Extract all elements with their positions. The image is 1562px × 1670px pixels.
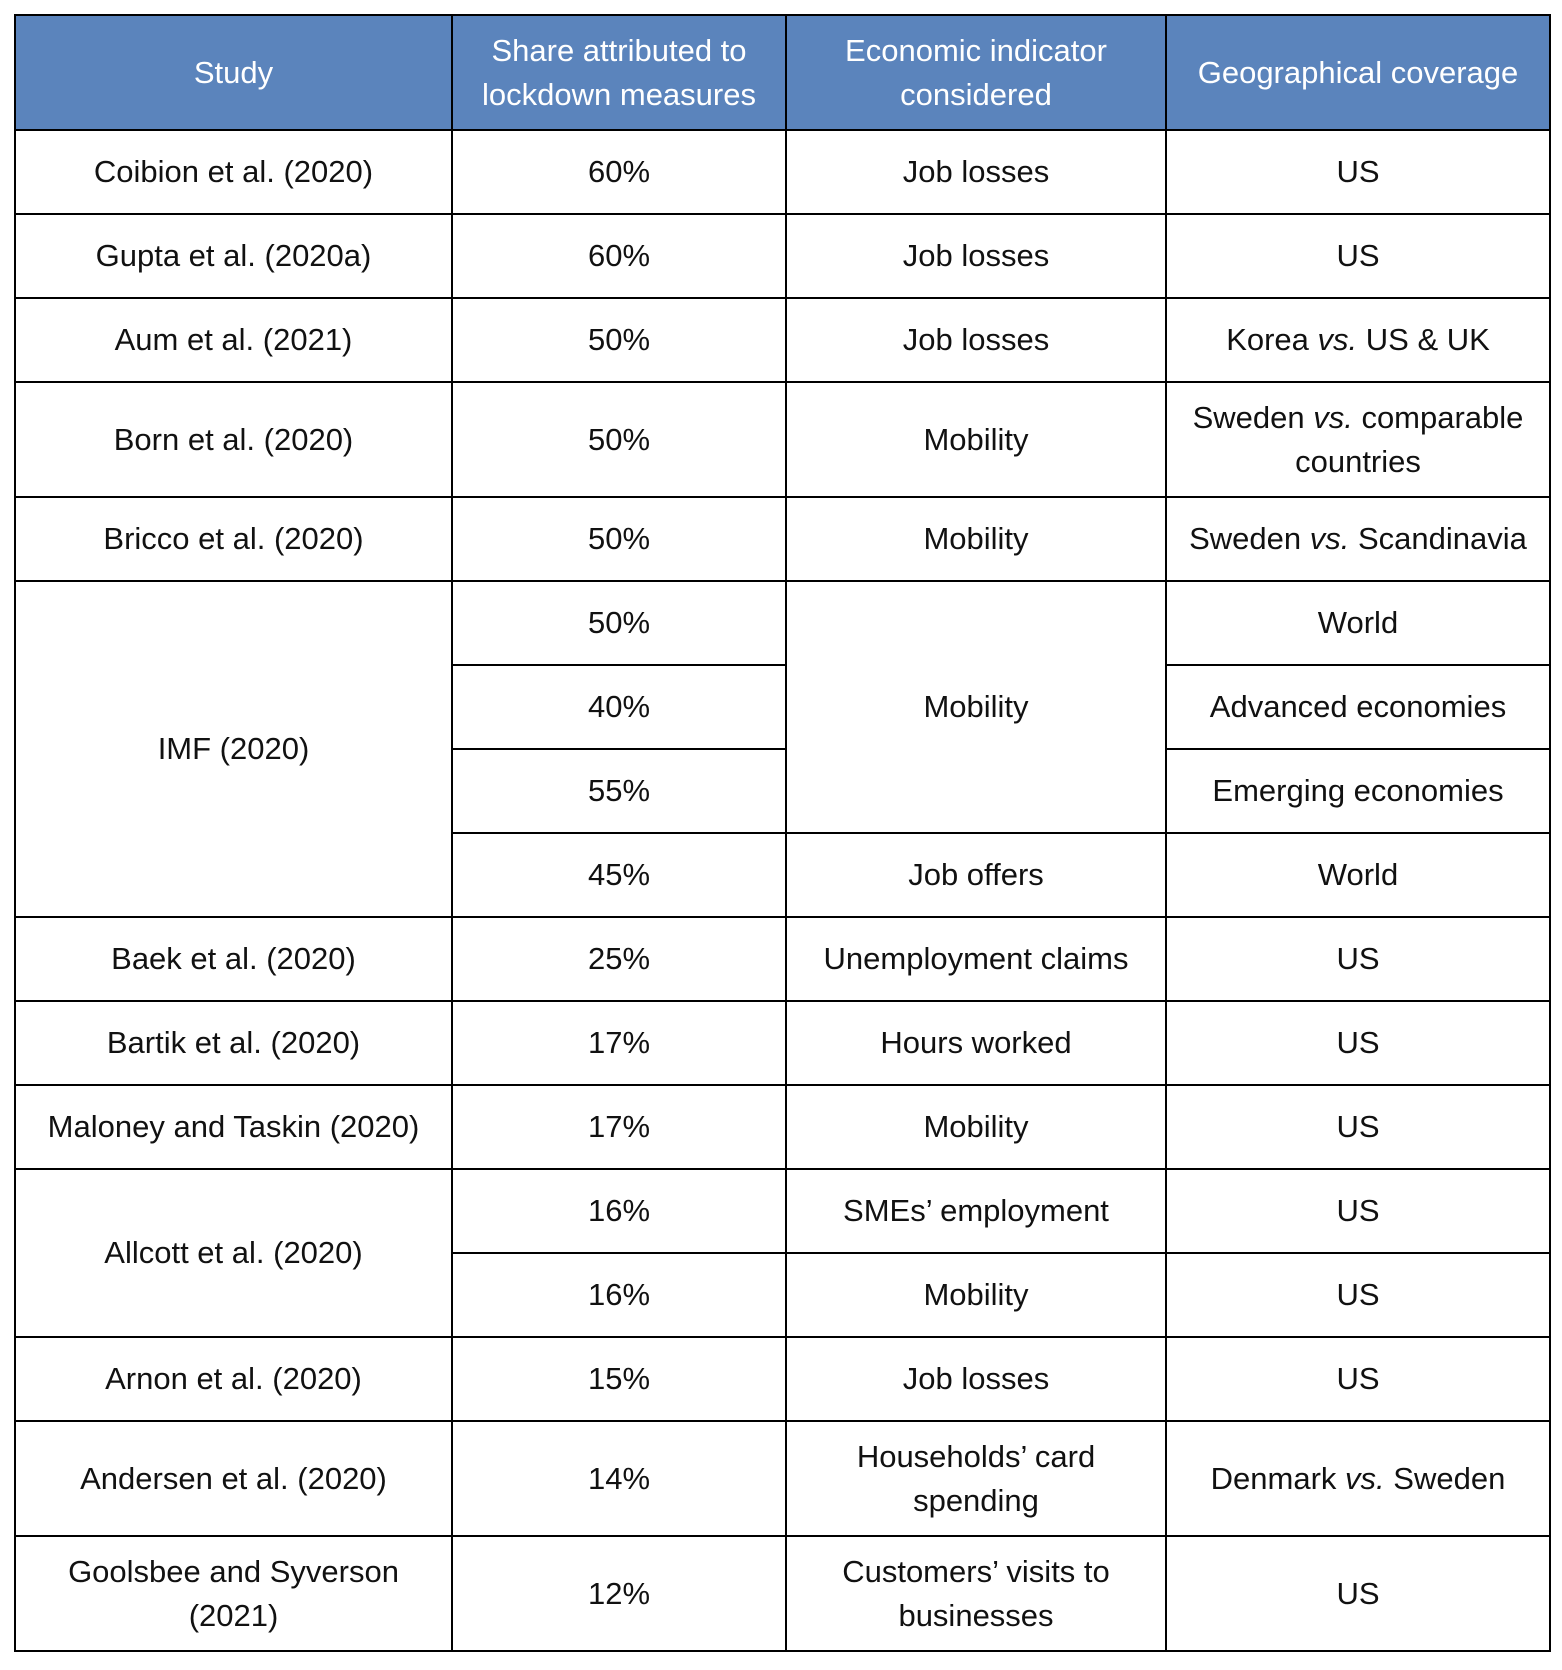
cell-coverage: US [1166, 917, 1550, 1001]
cell-study: Andersen et al. (2020) [15, 1421, 452, 1536]
cell-coverage: US [1166, 1001, 1550, 1085]
table-row [15, 1337, 1550, 1421]
cell-study: Goolsbee and Syverson (2021) [15, 1536, 452, 1651]
cell-study: Born et al. (2020) [15, 382, 452, 497]
header-share: Share attributed to lockdown measures [452, 15, 786, 130]
header-indicator: Economic indicator considered [786, 15, 1166, 130]
table-row [15, 1421, 1550, 1536]
table-row [15, 917, 1550, 1001]
cell-study: Arnon et al. (2020) [15, 1337, 452, 1421]
cell-indicator: Households’ card spending [786, 1421, 1166, 1536]
cell-share: 14% [452, 1421, 786, 1536]
coverage-part: Scandinavia [1349, 521, 1527, 556]
table-row [15, 581, 1550, 665]
cell-share: 17% [452, 1085, 786, 1169]
cell-study: Aum et al. (2021) [15, 298, 452, 382]
coverage-part: US & UK [1357, 322, 1490, 357]
cell-share: 15% [452, 1337, 786, 1421]
header-coverage: Geographical coverage [1166, 15, 1550, 130]
cell-study: Bricco et al. (2020) [15, 497, 452, 581]
coverage-part: Korea [1226, 322, 1318, 357]
cell-indicator: Mobility [786, 497, 1166, 581]
coverage-vs: vs. [1345, 1460, 1385, 1496]
cell-coverage: Advanced economies [1166, 665, 1550, 749]
table-row [15, 298, 1550, 382]
cell-share: 16% [452, 1253, 786, 1337]
cell-share: 25% [452, 917, 786, 1001]
cell-coverage: US [1166, 1169, 1550, 1253]
coverage-vs: vs. [1313, 399, 1353, 435]
cell-indicator: Job losses [786, 214, 1166, 298]
table-row [15, 1001, 1550, 1085]
cell-indicator: Mobility [786, 382, 1166, 497]
cell-coverage: US [1166, 1253, 1550, 1337]
cell-study: Baek et al. (2020) [15, 917, 452, 1001]
cell-study: IMF (2020) [15, 581, 452, 917]
table-row [15, 1085, 1550, 1169]
table-row [15, 497, 1550, 581]
cell-study: Gupta et al. (2020a) [15, 214, 452, 298]
table-row [15, 1536, 1550, 1651]
cell-coverage [1166, 298, 1550, 382]
cell-coverage [1166, 382, 1550, 497]
header-row [15, 15, 1550, 130]
coverage-part: comparable countries [1295, 399, 1524, 479]
cell-coverage: US [1166, 130, 1550, 214]
cell-indicator: Mobility [786, 1085, 1166, 1169]
cell-share: 40% [452, 665, 786, 749]
cell-study: Maloney and Taskin (2020) [15, 1085, 452, 1169]
cell-share: 16% [452, 1169, 786, 1253]
cell-coverage: US [1166, 1337, 1550, 1421]
cell-share: 50% [452, 382, 786, 497]
coverage-vs: vs. [1309, 521, 1350, 556]
cell-coverage: World [1166, 833, 1550, 917]
cell-share: 12% [452, 1536, 786, 1651]
coverage-part: Sweden [1189, 521, 1310, 556]
table-row [15, 382, 1550, 497]
cell-coverage: World [1166, 581, 1550, 665]
table-row [15, 130, 1550, 214]
cell-coverage [1166, 1421, 1550, 1536]
cell-indicator: Mobility [786, 1253, 1166, 1337]
cell-coverage: Emerging economies [1166, 749, 1550, 833]
cell-indicator: Job losses [786, 1337, 1166, 1421]
coverage-part: Sweden [1192, 399, 1314, 435]
cell-coverage [1166, 497, 1550, 581]
cell-indicator: Unemployment claims [786, 917, 1166, 1001]
coverage-part: Denmark [1210, 1460, 1346, 1496]
cell-share: 17% [452, 1001, 786, 1085]
header-study: Study [15, 15, 452, 130]
table-row [15, 1169, 1550, 1253]
cell-coverage: US [1166, 1085, 1550, 1169]
cell-share: 50% [452, 581, 786, 665]
table-container [14, 14, 1551, 1652]
cell-share: 60% [452, 214, 786, 298]
cell-share: 45% [452, 833, 786, 917]
cell-share: 55% [452, 749, 786, 833]
cell-study: Bartik et al. (2020) [15, 1001, 452, 1085]
cell-indicator: Hours worked [786, 1001, 1166, 1085]
cell-indicator: SMEs’ employment [786, 1169, 1166, 1253]
table-row [15, 214, 1550, 298]
cell-indicator: Job losses [786, 298, 1166, 382]
coverage-vs: vs. [1317, 322, 1358, 357]
cell-indicator: Customers’ visits to businesses [786, 1536, 1166, 1651]
cell-indicator: Job losses [786, 130, 1166, 214]
cell-share: 60% [452, 130, 786, 214]
cell-indicator: Mobility [786, 581, 1166, 833]
cell-share: 50% [452, 497, 786, 581]
cell-coverage: US [1166, 214, 1550, 298]
lockdown-studies-table [14, 14, 1551, 1652]
cell-coverage: US [1166, 1536, 1550, 1651]
cell-share: 50% [452, 298, 786, 382]
cell-indicator: Job offers [786, 833, 1166, 917]
cell-study: Coibion et al. (2020) [15, 130, 452, 214]
coverage-part: Sweden [1384, 1460, 1506, 1496]
cell-study: Allcott et al. (2020) [15, 1169, 452, 1337]
